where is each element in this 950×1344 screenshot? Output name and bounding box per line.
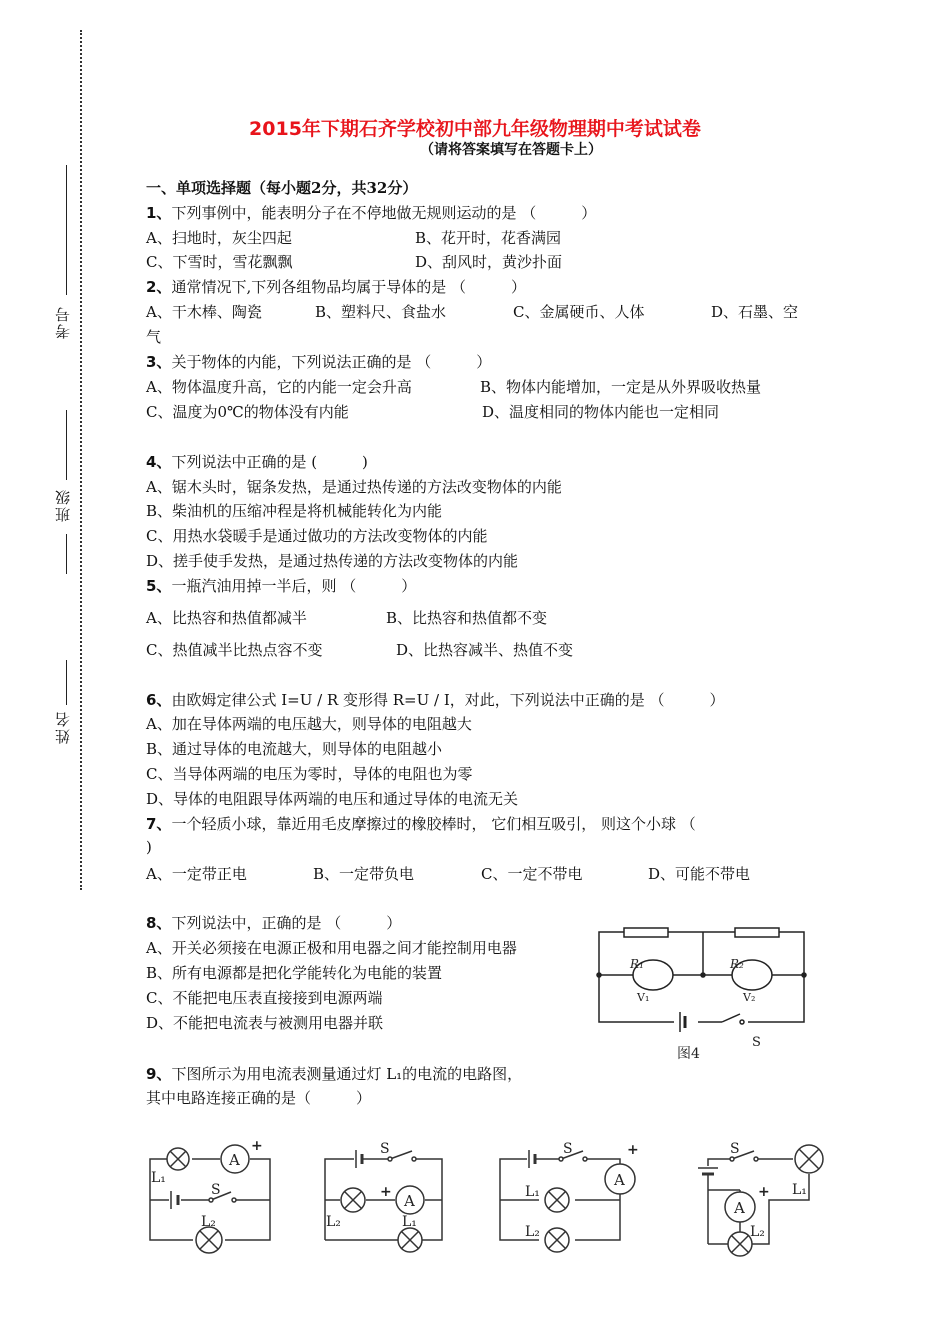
ammeter-plus: + <box>380 1184 392 1200</box>
question-7 <box>146 813 696 834</box>
question-9-stem-line2: 其中电路连接正确的是（ ） <box>146 1089 372 1107</box>
q8-option-c[interactable]: C、不能把电压表直接接到电源两端 <box>146 989 383 1007</box>
question-4 <box>146 451 368 472</box>
label-r2: R₂ <box>730 957 744 971</box>
circuit-option-a[interactable] <box>145 1138 275 1263</box>
question-3 <box>146 351 491 372</box>
question-number: 4、 <box>146 453 172 471</box>
class-line <box>66 410 67 480</box>
switch-pivot <box>209 1198 213 1202</box>
question-stem: 下图所示为用电流表测量通过灯 L₁的电流的电路图， <box>171 1065 523 1083</box>
question-number: 9、 <box>146 1065 172 1083</box>
ammeter-label: A <box>614 1171 625 1189</box>
question-stem: 一瓶汽油用掉一半后，则 （ ） <box>171 577 417 595</box>
question-5 <box>146 575 416 596</box>
binding-dotted-line <box>80 30 82 890</box>
label-l2: L₂ <box>525 1224 540 1240</box>
circuit-option-d[interactable] <box>690 1138 840 1268</box>
question-stem: 由欧姆定律公式 I=U / R 变形得 R=U / I，对此，下列说法中正确的是 （ ） <box>171 691 725 709</box>
switch-pivot <box>388 1157 392 1161</box>
question-9 <box>146 1063 522 1084</box>
q7-option-d[interactable]: D、可能不带电 <box>648 865 751 883</box>
question-stem: 关于物体的内能，下列说法正确的是 （ ） <box>171 353 492 371</box>
q4-option-c[interactable]: C、用热水袋暖手是通过做功的方法改变物体的内能 <box>146 527 488 545</box>
circuit-option-c[interactable] <box>495 1138 645 1263</box>
q4-option-b[interactable]: B、柴油机的压缩冲程是将机械能转化为内能 <box>146 502 443 520</box>
switch-contact <box>740 1020 744 1024</box>
switch-contact <box>412 1157 416 1161</box>
question-number: 1、 <box>146 204 172 222</box>
class-line-lower <box>66 534 67 574</box>
label-s: S <box>730 1141 740 1157</box>
class-label: 班级 <box>54 488 72 522</box>
name-field[interactable] <box>52 660 72 760</box>
name-label: 姓名 <box>54 710 72 744</box>
question-7-bracket: ) <box>146 838 152 856</box>
q4-option-a[interactable]: A、锯木头时，锯条发热，是通过热传递的方法改变物体的内能 <box>146 478 562 496</box>
label-l1: L₁ <box>402 1214 417 1230</box>
q1-option-c[interactable]: C、下雪时，雪花飘飘 <box>146 253 293 271</box>
question-stem: 一个轻质小球，靠近用毛皮摩擦过的橡胶棒时， 它们相互吸引， 则这个小球 （ <box>171 815 696 833</box>
q3-option-c[interactable]: C、温度为0℃的物体没有内能 <box>146 403 349 421</box>
switch-contact <box>754 1157 758 1161</box>
question-8 <box>146 912 401 933</box>
exam-subtitle: （请将答案填写在答题卡上） <box>420 142 602 158</box>
wire-top-right <box>585 1159 620 1164</box>
label-switch: S <box>752 1035 761 1050</box>
label-v2: V₂ <box>743 991 756 1004</box>
label-s: S <box>380 1141 390 1157</box>
circuit-option-b[interactable] <box>320 1138 450 1263</box>
q8-option-b[interactable]: B、所有电源都是把化学能转化为电能的装置 <box>146 964 443 982</box>
q8-option-a[interactable]: A、开关必须接在电源正极和用电器之间才能控制用电器 <box>146 939 517 957</box>
q3-option-a[interactable]: A、物体温度升高，它的内能一定会升高 <box>146 378 412 396</box>
exam-number-field[interactable] <box>52 165 72 365</box>
question-stem: 下列事例中，能表明分子在不停地做无规则运动的是 （ ） <box>171 204 597 222</box>
q6-option-b[interactable]: B、通过导体的电流越大，则导体的电阻越小 <box>146 740 443 758</box>
switch-contact <box>232 1198 236 1202</box>
ammeter-label: A <box>404 1192 415 1210</box>
question-1 <box>146 202 596 223</box>
q5-option-d[interactable]: D、比热容减半、热值不变 <box>396 641 574 659</box>
exam-number-label: 考号 <box>54 305 72 339</box>
q2-option-d-wrap: 气 <box>146 328 162 346</box>
junction-mid <box>701 973 705 977</box>
question-number: 8、 <box>146 914 172 932</box>
q6-option-c[interactable]: C、当导体两端的电压为零时，导体的电阻也为零 <box>146 765 473 783</box>
q2-option-d[interactable]: D、石墨、空 <box>711 303 799 321</box>
ammeter-label: A <box>229 1151 240 1169</box>
wire-top-left <box>708 1159 732 1166</box>
label-l2: L₂ <box>326 1214 341 1230</box>
q5-option-a[interactable]: A、比热容和热值都减半 <box>146 609 307 627</box>
q6-option-a[interactable]: A、加在导体两端的电压越大，则导体的电阻越大 <box>146 715 472 733</box>
q5-option-c[interactable]: C、热值减半比热点容不变 <box>146 641 323 659</box>
ammeter-plus: + <box>251 1138 263 1154</box>
ammeter-plus: + <box>758 1184 770 1200</box>
label-s: S <box>211 1182 221 1198</box>
question-number: 3、 <box>146 353 172 371</box>
q2-option-a[interactable]: A、干木棒、陶瓷 <box>146 303 262 321</box>
q1-option-b[interactable]: B、花开时，花香满园 <box>415 229 562 247</box>
label-l1: L₁ <box>151 1170 166 1186</box>
question-6 <box>146 689 725 710</box>
resistor-top-right <box>735 928 779 937</box>
exam-title: 2015年下期石齐学校初中部九年级物理期中考试试卷 <box>249 118 701 140</box>
question-number: 6、 <box>146 691 172 709</box>
question-stem: 通常情况下,下列各组物品均属于导体的是 （ ） <box>171 278 526 296</box>
label-r1: R₁ <box>630 957 644 971</box>
q1-option-a[interactable]: A、扫地时，灰尘四起 <box>146 229 292 247</box>
label-l2: L₂ <box>750 1224 765 1240</box>
switch-contact <box>583 1157 587 1161</box>
label-v1: V₁ <box>637 991 650 1004</box>
question-stem: 下列说法中，正确的是 （ ） <box>171 914 402 932</box>
question-stem: 下列说法中正确的是 ( ) <box>171 453 368 471</box>
figure-4-circuit <box>590 918 815 1068</box>
q5-option-b[interactable]: B、比热容和热值都不变 <box>386 609 548 627</box>
switch-pivot <box>559 1157 563 1161</box>
q6-option-d[interactable]: D、导体的电阻跟导体两端的电压和通过导体的电流无关 <box>146 790 519 808</box>
label-l1: L₁ <box>792 1182 807 1198</box>
question-number: 5、 <box>146 577 172 595</box>
wire-right <box>575 1194 620 1240</box>
exam-number-line <box>66 165 67 295</box>
resistor-top-left <box>624 928 668 937</box>
switch-blade <box>390 1151 412 1159</box>
question-2 <box>146 276 526 297</box>
q4-option-d[interactable]: D、搓手使手发热，是通过热传递的方法改变物体的内能 <box>146 552 519 570</box>
q2-option-b[interactable]: B、塑料尺、食盐水 <box>315 303 447 321</box>
q8-option-d[interactable]: D、不能把电流表与被测用电器并联 <box>146 1014 384 1032</box>
junction-right <box>802 973 806 977</box>
ammeter-plus: + <box>627 1142 639 1158</box>
class-field[interactable] <box>52 410 72 560</box>
junction-left <box>597 973 601 977</box>
label-l2: L₂ <box>201 1214 216 1230</box>
name-line <box>66 660 67 705</box>
switch-pivot <box>730 1157 734 1161</box>
q1-option-d[interactable]: D、刮风时，黄沙扑面 <box>415 253 563 271</box>
figure-caption: 图4 <box>677 1046 700 1062</box>
section-heading: 一、单项选择题（每小题2分，共32分） <box>146 179 418 197</box>
label-s: S <box>563 1141 573 1157</box>
q7-option-b[interactable]: B、一定带负电 <box>313 865 415 883</box>
q3-option-b[interactable]: B、物体内能增加，一定是从外界吸收热量 <box>480 378 762 396</box>
q2-option-c[interactable]: C、金属硬币、人体 <box>513 303 645 321</box>
q7-option-c[interactable]: C、一定不带电 <box>481 865 583 883</box>
label-l1: L₁ <box>525 1184 540 1200</box>
question-number: 2、 <box>146 278 172 296</box>
q3-option-d[interactable]: D、温度相同的物体内能也一定相同 <box>482 403 720 421</box>
q7-option-a[interactable]: A、一定带正电 <box>146 865 247 883</box>
question-number: 7、 <box>146 815 172 833</box>
ammeter-label: A <box>734 1199 745 1217</box>
